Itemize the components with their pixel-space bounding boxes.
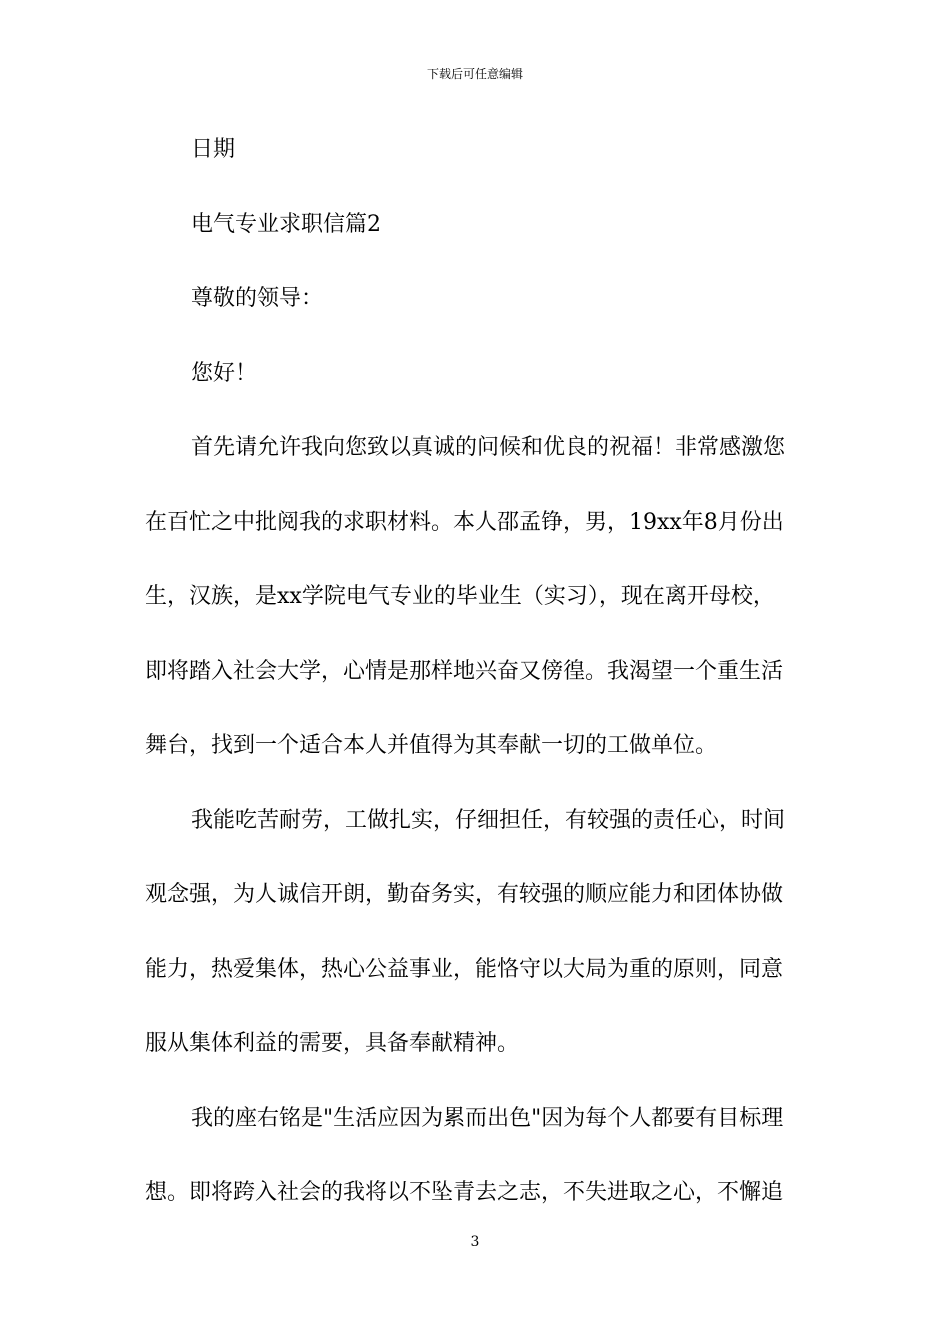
paragraph-line: 我能吃苦耐劳，工做扎实，仔细担任，有较强的责任心，时间 [191, 807, 786, 833]
paragraph-line: 能力，热爱集体，热心公益事业，能恪守以大局为重的原则，同意 [145, 956, 784, 982]
paragraph-line: 想。即将跨入社会的我将以不坠青去之志，不失进取之心，不懈追 [145, 1180, 784, 1205]
paragraph-line: 舞台，找到一个适合本人并值得为其奉献一切的工做单位。 [145, 733, 718, 758]
paragraph-line: 在百忙之中批阅我的求职材料。本人邵孟铮，男，19xx年8月份出 [145, 509, 784, 535]
date-line: 日期 [191, 137, 236, 162]
paragraph-line: 生，汉族，是xx学院电气专业的毕业生（实习），现在离开母校， [145, 584, 775, 609]
paragraph-line: 我的座右铭是"生活应因为累而出色"因为每个人都要有目标理 [191, 1105, 784, 1131]
paragraph-line: 观念强，为人诚信开朗，勤奋务实，有较强的顺应能力和团体协做 [145, 882, 784, 907]
paragraph-line: 首先请允许我向您致以真诚的问候和优良的祝福！非常感激您 [191, 435, 786, 460]
paragraph-line: 即将踏入社会大学，心情是那样地兴奋又傍徨。我渴望一个重生活 [145, 658, 784, 684]
header-note: 下载后可任意编辑 [426, 67, 523, 81]
salutation: 尊敬的领导： [191, 286, 324, 311]
document-body [145, 128, 807, 1246]
greeting: 您好！ [191, 360, 258, 386]
page-number: 3 [470, 1234, 480, 1250]
paragraph-line: 服从集体利益的需要，具备奉献精神。 [145, 1031, 520, 1056]
section-title: 电气专业求职信篇2 [191, 211, 381, 237]
